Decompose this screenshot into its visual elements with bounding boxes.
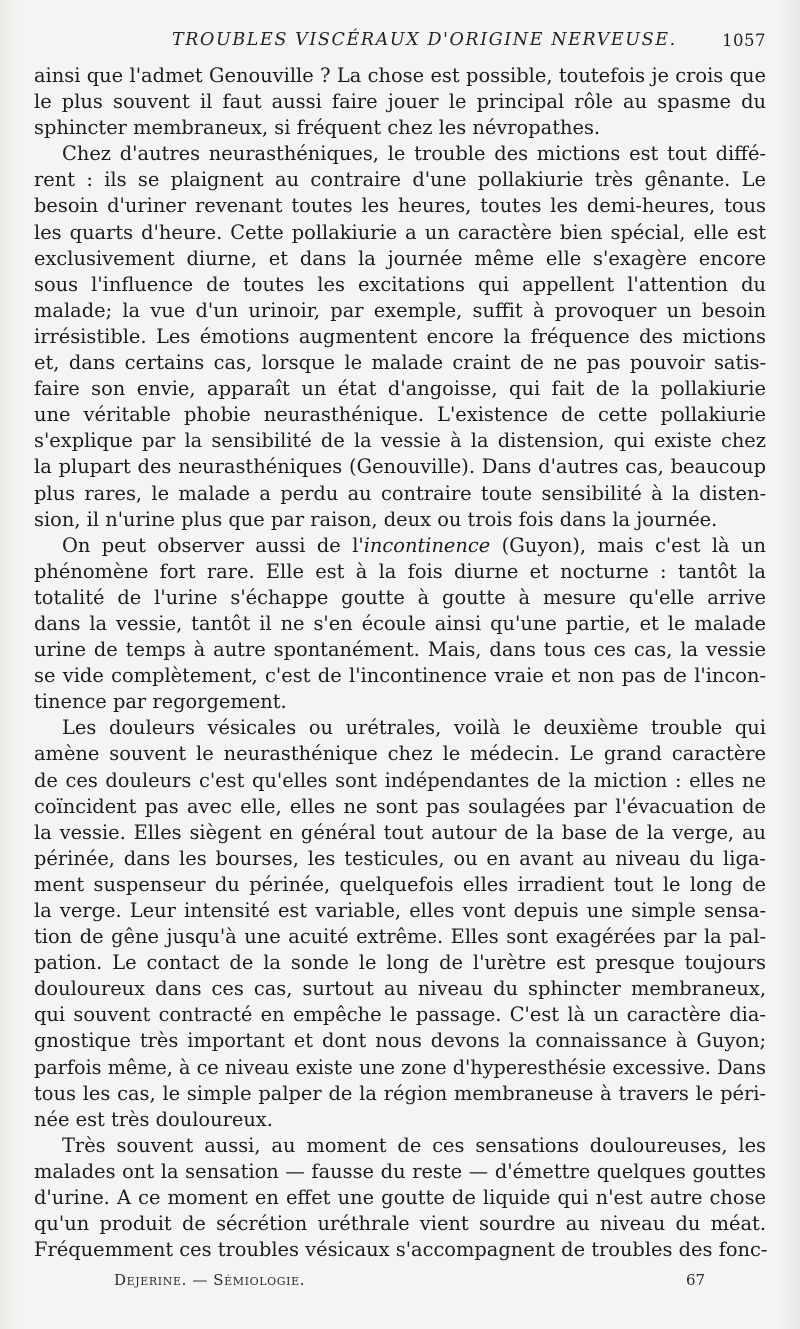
page-number: 1057 — [722, 31, 766, 50]
text-line: Chez d'autres neurasthéniques, le trouble des mictions est tout diffé- — [62, 142, 766, 166]
text-line: tous les cas, le simple palper de la région membraneuse à travers le péri- — [34, 1081, 766, 1105]
text-line: parfois même, à ce niveau existe une zone d'hyperesthésie excessive. Dans — [34, 1055, 766, 1079]
text-line: qui souvent contracté en empêche le passage. C'est là un caractère dia- — [34, 1003, 766, 1027]
sheet-number: 67 — [686, 1271, 706, 1289]
text-line: la vessie. Elles siègent en général tout autour de la base de la verge, au — [34, 820, 766, 844]
text-line: ainsi que l'admet Genouville ? La chose est possible, toutefois je crois que — [34, 64, 766, 87]
text-line: s'explique par la sensibilité de la vessie à la distension, qui existe chez — [34, 429, 766, 453]
text-line — [34, 533, 766, 559]
text-run: (Guyon), mais c'est là un — [490, 533, 766, 557]
text-line: pation. Le contact de la sonde le long de l'urètre est presque toujours — [34, 951, 766, 975]
text-line: faire son envie, apparaît un état d'angoisse, qui fait de la pollakiurie — [34, 377, 766, 401]
text-line: dans la vessie, tantôt il ne s'en écoule ainsi qu'une partie, et le malade — [34, 611, 766, 635]
text-line: la verge. Leur intensité est variable, elles vont depuis une simple sensa- — [34, 899, 766, 922]
text-line: la plupart des neurasthéniques (Genouville). Dans d'autres cas, beaucoup — [34, 455, 766, 479]
text-line: malades ont la sensation — fausse du reste — d'émettre quelques gouttes — [34, 1159, 766, 1183]
text-line: plus rares, le malade a perdu au contraire toute sensibilité à la disten- — [34, 481, 766, 505]
page-footer — [0, 1271, 800, 1295]
text-line: sion, il n'urine plus que par raison, deux ou trois fois dans la journée. — [34, 507, 718, 531]
text-line: douloureux dans ces cas, surtout au niveau du sphincter membraneux, — [34, 977, 766, 1001]
text-line: rent : ils se plaignent au contraire d'une pollakiurie très gênante. Le — [34, 168, 766, 192]
text-line: de ces douleurs c'est qu'elles sont indépendantes de la miction : elles ne — [34, 768, 766, 792]
text-line: ment suspenseur du périnée, quelquefois elles irradient tout le long de — [34, 872, 766, 896]
text-line: besoin d'uriner revenant toutes les heures, toutes les demi-heures, tous — [34, 194, 766, 218]
text-line: phénomène fort rare. Elle est à la fois diurne et nocturne : tantôt la — [34, 559, 766, 583]
text-line: Très souvent aussi, au moment de ces sensations douloureuses, les — [62, 1133, 766, 1157]
text-line: amène souvent le neurasthénique chez le médecin. Le grand caractère — [34, 742, 766, 766]
printer-signature: Dejerine. — Sémiologie. — [114, 1271, 306, 1289]
text-line: d'urine. A ce moment en effet une goutte de liquide qui n'est autre chose — [34, 1186, 766, 1210]
text-line: une véritable phobie neurasthénique. L'existence de cette pollakiurie — [34, 403, 766, 427]
text-line: et, dans certains cas, lorsque le malade craint de ne pas pouvoir satis- — [34, 351, 766, 375]
text-line: tinence par regorgement. — [34, 690, 287, 714]
text-line: Les douleurs vésicales ou urétrales, voilà le deuxième trouble qui — [62, 716, 766, 740]
text-line: irrésistible. Les émotions augmentent encore la fréquence des mictions — [34, 324, 766, 348]
text-line: née est très douloureux. — [34, 1107, 273, 1131]
text-line: gnostique très important et dont nous devons la connaissance à Guyon; — [34, 1029, 766, 1053]
text-line: coïncident pas avec elle, elles ne sont pas soulagées par l'évacuation de — [34, 794, 766, 818]
text-run: On peut observer aussi de l' — [62, 533, 364, 557]
text-line: Fréquemment ces troubles vésicaux s'accompagnent de troubles des fonc- — [34, 1238, 768, 1262]
text-line: totalité de l'urine s'échappe goutte à goutte à mesure qu'elle arrive — [34, 585, 766, 609]
running-title: TROUBLES VISCÉRAUX D'ORIGINE NERVEUSE. — [172, 30, 677, 50]
running-header — [0, 30, 800, 56]
text-line: tion de gêne jusqu'à une acuité extrême. Elles sont exagérées par la pal- — [34, 925, 766, 949]
text-line: le plus souvent il faut aussi faire jouer le principal rôle au spasme du — [34, 90, 766, 114]
text-line: qu'un produit de sécrétion uréthrale vient sourdre au niveau du méat. — [34, 1212, 766, 1236]
text-line: périnée, dans les bourses, les testicules, ou en avant au niveau du liga- — [34, 846, 766, 870]
text-line: exclusivement diurne, et dans la journée même elle s'exagère encore — [34, 246, 766, 270]
text-line: sphincter membraneux, si fréquent chez les névropathes. — [34, 116, 601, 140]
text-line: se vide complètement, c'est de l'incontinence vraie et non pas de l'incon- — [34, 664, 766, 688]
text-line: les quarts d'heure. Cette pollakiurie a un caractère bien spécial, elle est — [34, 220, 766, 244]
italic-term: incontinence — [363, 533, 491, 557]
text-line: malade; la vue d'un urinoir, par exemple, suffit à provoquer un besoin — [34, 298, 766, 322]
text-line: sous l'influence de toutes les excitations qui appellent l'attention du — [34, 272, 766, 296]
body-text — [34, 63, 766, 1263]
text-line: urine de temps à autre spontanément. Mais, dans tous ces cas, la vessie — [34, 638, 766, 662]
